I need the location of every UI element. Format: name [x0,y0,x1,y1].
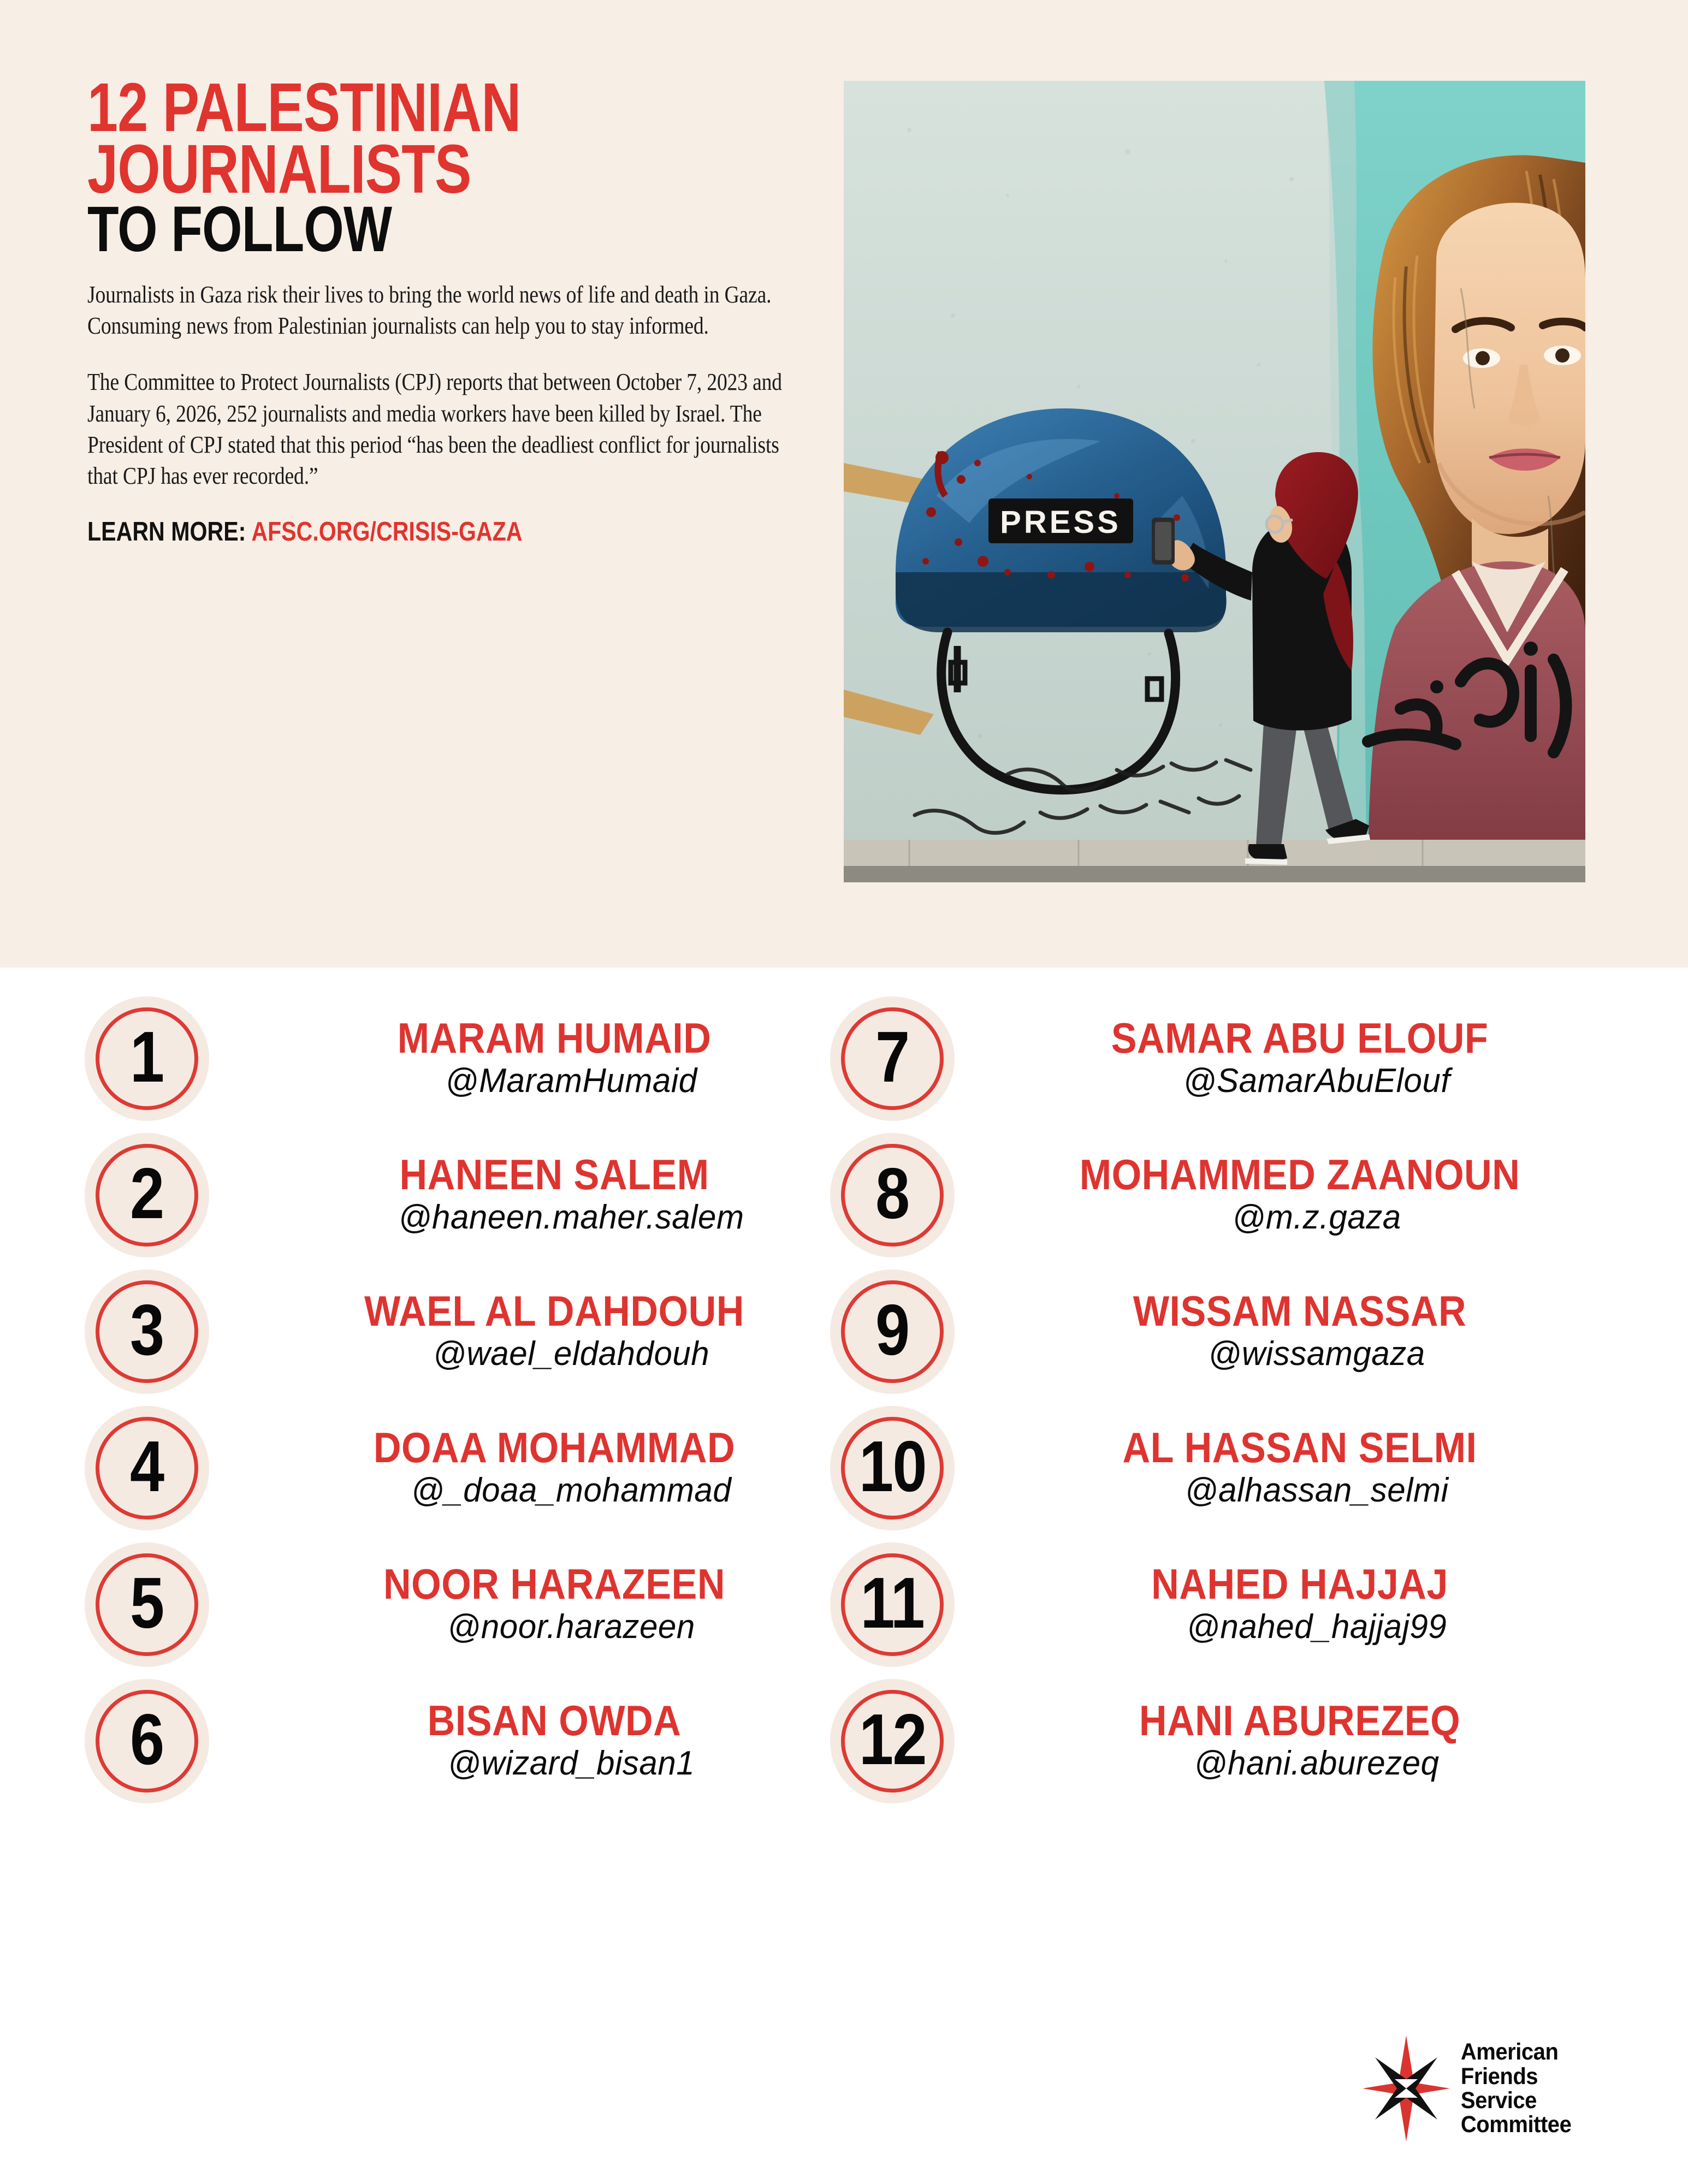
journalist-name: AL HASSAN SELMI [1122,1423,1477,1471]
rank-badge [830,1406,955,1530]
press-helmet-label: PRESS [1000,505,1121,540]
rank-number: 5 [130,1563,164,1643]
journalist-handle[interactable]: @alhassan_selmi [1184,1471,1449,1510]
rank-badge [830,1133,955,1257]
journalist-handle[interactable]: @nahed_hajjaj99 [1186,1608,1447,1646]
journalist-info [955,1150,1616,1238]
journalist-name: MOHAMMED ZAANOUN [1079,1150,1520,1198]
list-item[interactable] [85,1673,871,1809]
afsc-star-glyph [1360,2031,1453,2146]
intro-paragraph: Journalists in Gaza risk their lives to bring the world news of life and death in Gaza. Consuming news from Palestinian journalists can help you to stay informed. [87,281,772,340]
learn-more-line [87,517,670,547]
journalist-name: WISSAM NASSAR [1133,1286,1467,1335]
rank-badge [85,1133,209,1257]
journalist-name: MARAM HUMAID [397,1013,712,1062]
journalist-handle[interactable]: @wizard_bisan1 [447,1744,695,1783]
rank-badge [830,1542,955,1667]
journalist-name: WAEL AL DAHDOUH [364,1286,744,1335]
list-item[interactable] [830,1127,1616,1263]
list-item[interactable] [85,990,871,1127]
journalist-info [209,1013,871,1101]
journalist-list-section [0,968,1688,2184]
list-item[interactable] [830,1673,1616,1809]
rank-badge [830,996,955,1121]
journalist-column-right [830,968,1616,2184]
journalist-info [209,1423,871,1511]
afsc-word-line-4: Committee [1460,2111,1572,2138]
rank-badge [85,1679,209,1803]
learn-more-label: LEARN MORE: [87,517,246,547]
journalist-handle[interactable]: @m.z.gaza [1232,1198,1401,1237]
rank-badge [830,1679,955,1803]
list-item[interactable] [830,1400,1616,1536]
rank-number: 11 [860,1563,925,1643]
rank-number: 3 [130,1290,164,1370]
journalist-handle[interactable]: @_doaa_mohammad [411,1471,732,1510]
rank-badge [85,1406,209,1530]
journalist-name: DOAA MOHAMMAD [373,1423,736,1471]
journalist-name: NAHED HAJJAJ [1151,1559,1448,1608]
journalist-column-left [85,968,871,2184]
rank-number: 7 [875,1017,909,1097]
page-title-line-1: 12 PALESTINIAN [87,69,521,146]
journalist-handle[interactable]: @hani.aburezeq [1194,1744,1440,1783]
rank-number: 1 [130,1017,164,1097]
rank-number: 9 [875,1290,909,1370]
rank-number: 12 [858,1699,926,1779]
page-title-line-2: JOURNALISTS [87,130,471,208]
journalist-name: HANEEN SALEM [399,1150,709,1198]
afsc-star-icon [1360,2031,1453,2146]
rank-number: 8 [875,1153,909,1233]
list-item[interactable] [830,1263,1616,1400]
list-item[interactable] [830,990,1616,1127]
mural-illustration [844,81,1585,882]
afsc-wordmark [1453,2040,1620,2136]
list-item[interactable] [85,1400,871,1536]
learn-more-url-link[interactable]: AFSC.ORG/CRISIS-GAZA [251,517,523,547]
journalist-info [955,1559,1616,1647]
journalist-handle[interactable]: @wael_eldahdouh [433,1335,710,1373]
journalist-info [209,1559,871,1647]
journalist-name: BISAN OWDA [427,1696,682,1744]
list-item[interactable] [85,1536,871,1673]
journalist-name: NOOR HARAZEEN [383,1559,725,1608]
journalist-handle[interactable]: @noor.harazeen [447,1608,695,1646]
journalist-info [955,1286,1616,1374]
afsc-word-line-3: Service [1460,2087,1537,2114]
page-title-line-3: TO FOLLOW [87,193,392,265]
list-item[interactable] [830,1536,1616,1673]
header-text-column [87,69,782,547]
rank-badge [85,996,209,1121]
journalist-info [209,1150,871,1238]
journalist-name: SAMAR ABU ELOUF [1111,1013,1489,1062]
journalist-info [955,1423,1616,1511]
header-band [0,0,1688,968]
afsc-word-line-2: Friends [1460,2063,1538,2090]
rank-number: 10 [858,1426,926,1506]
journalist-name: HANI ABUREZEQ [1139,1696,1461,1744]
shireen-abu-akleh-mural-photo [844,81,1585,882]
journalist-handle[interactable]: @haneen.maher.salem [398,1198,744,1237]
rank-number: 4 [130,1426,164,1506]
rank-badge [85,1269,209,1394]
rank-number: 6 [130,1699,164,1779]
journalist-info [209,1286,871,1374]
list-item[interactable] [85,1263,871,1400]
afsc-logo[interactable] [1360,2020,1633,2157]
journalist-handle[interactable]: @MaramHumaid [445,1062,697,1100]
journalist-handle[interactable]: @wissamgaza [1208,1335,1425,1373]
journalist-info [955,1696,1616,1784]
journalist-info [209,1696,871,1784]
rank-number: 2 [130,1153,164,1233]
afsc-word-line-1: American [1460,2039,1559,2066]
journalist-handle[interactable]: @SamarAbuElouf [1183,1062,1450,1100]
list-item[interactable] [85,1127,871,1263]
rank-badge [830,1269,955,1394]
journalist-info [955,1013,1616,1101]
page-title [87,69,781,265]
rank-badge [85,1542,209,1667]
cpj-statistics-paragraph: The Committee to Protect Journalists (CPJ) reports that between October 7, 2023 and January 6, 2026, 252 journalists and media workers have been killed by Israel. The President of CPJ stated that this period “has been the deadliest conflict for journalists that CPJ has ever recorded.” [87,369,782,489]
